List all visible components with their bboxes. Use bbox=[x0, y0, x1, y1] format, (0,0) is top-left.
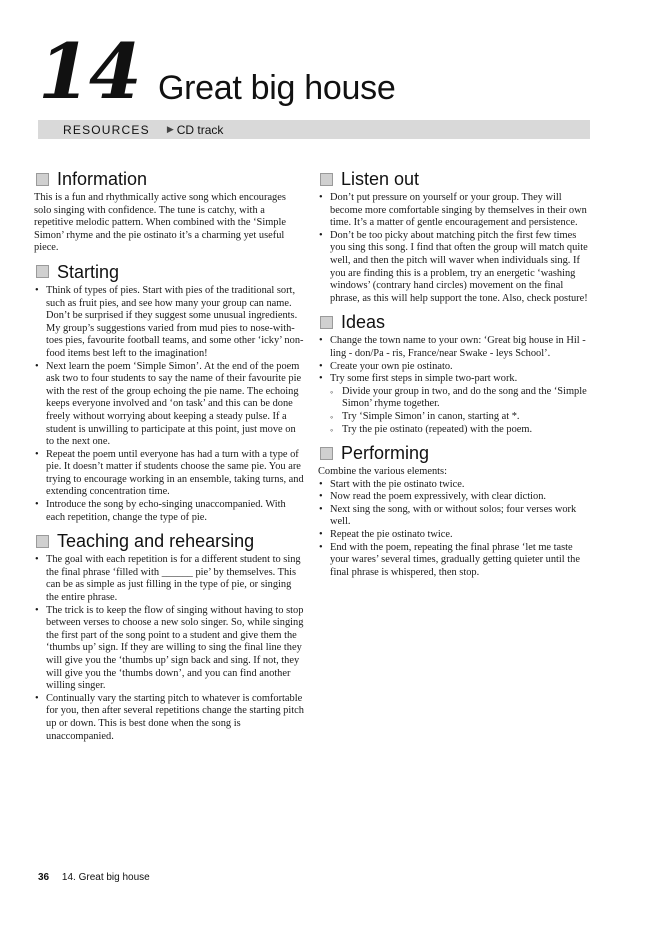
resources-label: RESOURCES bbox=[63, 122, 150, 137]
heading-text: Listen out bbox=[341, 169, 420, 189]
list-item: • Try some first steps in simple two-part work. bbox=[318, 373, 588, 386]
listen-list bbox=[318, 192, 588, 305]
ideas-list bbox=[318, 335, 588, 385]
heading-square-icon bbox=[320, 316, 333, 329]
list-item: • Start with the pie ostinato twice. bbox=[318, 479, 588, 492]
resources-item: CD track bbox=[176, 122, 224, 137]
performing-intro: Combine the various elements: bbox=[318, 466, 447, 478]
heading-text: Performing bbox=[341, 443, 430, 464]
chapter-title: Great big house bbox=[158, 69, 396, 107]
left-column bbox=[34, 168, 304, 749]
heading-square-icon bbox=[36, 535, 49, 548]
list-item: • The goal with each repetition is for a different student to sing the final phrase ‘filled with ______ pie’ by themselves. This can be as simple as just filling in the type of pie, or singing the entire phrase. bbox=[34, 554, 304, 604]
section-starting bbox=[34, 261, 304, 524]
page-footer bbox=[38, 872, 150, 883]
section-ideas bbox=[318, 311, 588, 436]
ideas-sub-list bbox=[318, 386, 588, 436]
list-item: • Repeat the poem until everyone has had a turn with a type of pie. It doesn’t matter if students choose the same pie. You are trying to encourage working in an ensemble, taking turns, and extending concentration time. bbox=[34, 449, 304, 499]
section-teaching bbox=[34, 530, 304, 743]
performing-list bbox=[318, 479, 588, 580]
resources-bar bbox=[38, 120, 590, 139]
information-text: This is a fun and rhythmically active song which encourages solo singing with confidence. The tune is catchy, with a repetitive melodic pattern. When combined with the ‘Simple Simon’ rhyme and the pie ostinato it’s a charming yet useful piece. bbox=[34, 192, 286, 254]
heading-text: Teaching and rehearsing bbox=[57, 531, 255, 552]
section-heading bbox=[318, 168, 588, 190]
section-performing bbox=[318, 442, 588, 579]
play-arrow-icon: ▶ bbox=[166, 124, 174, 134]
list-item: • Create your own pie ostinato. bbox=[318, 361, 588, 374]
heading-square-icon bbox=[320, 447, 333, 460]
section-information bbox=[34, 168, 304, 255]
heading-square-icon bbox=[320, 173, 333, 186]
heading-text: Starting bbox=[57, 261, 120, 282]
teaching-list bbox=[34, 554, 304, 743]
list-item: • Now read the poem expressively, with clear diction. bbox=[318, 491, 588, 504]
list-item: • Think of types of pies. Start with pies of the traditional sort, such as fruit pies, and see how many your group can name. Don’t be surprised if they suggest some unusual ingredients. My group’s suggestions varied from mud pies to nose-with-toes pies, favourite football teams, and some other ‘icky’ non-food items best left to the imagination! bbox=[34, 285, 304, 361]
sub-list-item: ◦ Try the pie ostinato (repeated) with the poem. bbox=[318, 424, 588, 437]
sub-list-item: ◦ Try ‘Simple Simon’ in canon, starting at *. bbox=[318, 411, 588, 424]
list-item: • Repeat the pie ostinato twice. bbox=[318, 529, 588, 542]
section-heading bbox=[34, 261, 304, 283]
section-heading bbox=[318, 442, 588, 464]
list-item: • Introduce the song by echo-singing unaccompanied. With each repetition, change the type of pie. bbox=[34, 499, 304, 524]
page-number: 36 bbox=[38, 872, 50, 883]
section-heading bbox=[34, 530, 304, 552]
list-item: • Don’t put pressure on yourself or your group. They will become more comfortable singing by themselves in their own time. It’s a matter of gentle encouragement and persistence. bbox=[318, 192, 588, 230]
list-item: • Don’t be too picky about matching pitch the first few times you sing this song. I find that often the group will match quite well, and then the pitch will waver when individuals sing. If you are finding this is a problem, try an energetic ‘washing windows’ (contrary hand circles) movement on the final phrase, as this will help support the tone. Also, check posture! bbox=[318, 230, 588, 306]
right-column bbox=[318, 168, 588, 585]
list-item: • The trick is to keep the flow of singing without having to stop between verses to choose a new solo singer. So, while singing the first part of the song point to a student and give them the ‘thumbs up’ sign. If they are willing to sing the final line they will give you the ‘thumbs up’ sign back and sing. If not, they will give you the ‘thumbs down’, and you can find another willing singer. bbox=[34, 605, 304, 693]
list-item: • Continually vary the starting pitch to whatever is comfortable for you, then after several repetitions change the starting pitch up or down. This is best done when the song is unaccompanied. bbox=[34, 693, 304, 743]
running-title: 14. Great big house bbox=[61, 872, 150, 883]
section-heading bbox=[318, 311, 588, 333]
section-listen-out bbox=[318, 168, 588, 305]
chapter-number: 14 bbox=[38, 27, 140, 116]
starting-list bbox=[34, 285, 304, 524]
heading-square-icon bbox=[36, 265, 49, 278]
section-heading bbox=[34, 168, 304, 190]
heading-text: Information bbox=[57, 169, 148, 189]
sub-list-item: ◦ Divide your group in two, and do the song and the ‘Simple Simon’ rhyme together. bbox=[318, 386, 588, 411]
heading-square-icon bbox=[36, 173, 49, 186]
list-item: • Change the town name to your own: ‘Great big house in Hil - ling - don/Pa - ris, France/near Swake - leys School’. bbox=[318, 335, 588, 360]
list-item: • Next sing the song, with or without solos; four verses work well. bbox=[318, 504, 588, 529]
list-item: • Next learn the poem ‘Simple Simon’. At the end of the poem ask two to four students to say the name of their favourite pie with the rest of the group echoing the pie name. The echoing keeps everyone involved and ‘on task’ and this can be done freely without worrying about keeping a steady pulse. If a student is unwilling to participate at this point, just move on to the next one. bbox=[34, 361, 304, 449]
heading-text: Ideas bbox=[341, 312, 386, 333]
list-item: • End with the poem, repeating the final phrase ‘let me taste your wares’ several times, gradually getting quieter until the final phrase is whispered, then stop. bbox=[318, 542, 588, 580]
